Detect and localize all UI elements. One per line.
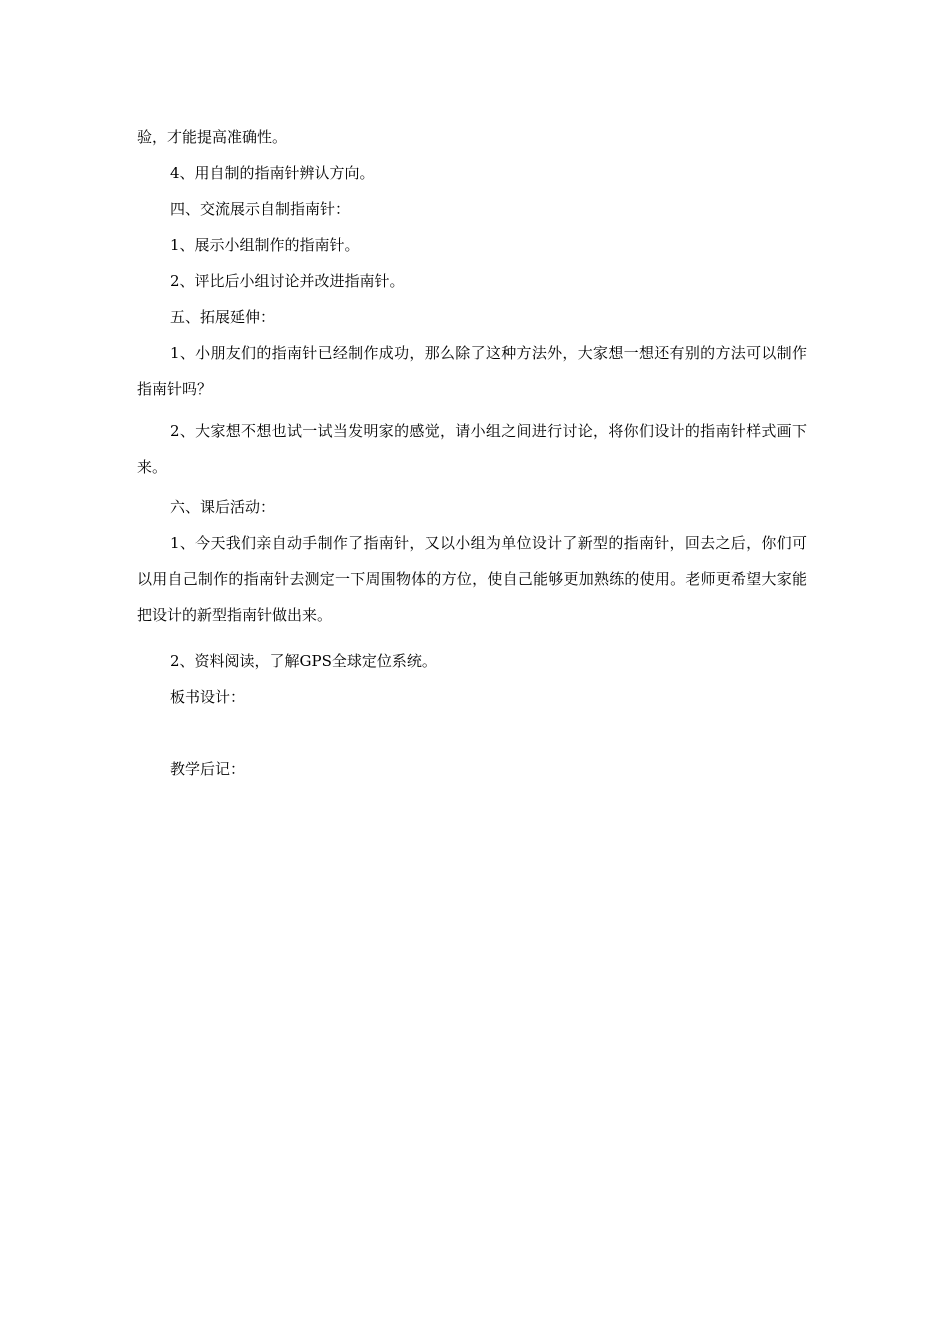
paragraph-4-1: 1、展示小组制作的指南针。 [170, 236, 360, 254]
section-heading-4: 四、交流展示自制指南针： [170, 200, 351, 218]
paragraph-5-1: 1、小朋友们的指南针已经制作成功，那么除了这种方法外，大家想一想还有别的方法可以制作指南针吗？ [137, 344, 807, 398]
paragraph-4-2: 2、评比后小组讨论并改进指南针。 [170, 272, 405, 290]
paragraph-6-2: 2、资料阅读，了解GPS全球定位系统。 [170, 652, 437, 670]
teaching-notes-label: 教学后记： [170, 760, 246, 778]
paragraph-continuation: 验，才能提高准确性。 [137, 128, 288, 146]
paragraph-6-1: 1、今天我们亲自动手制作了指南针，又以小组为单位设计了新型的指南针，回去之后，你们可以用自己制作的指南针去测定一下周围物体的方位，使自己能够更加熟练的使用。老师更希望大家能把设计的新型指南针做出来。 [137, 534, 807, 624]
board-design-label: 板书设计： [170, 688, 246, 706]
paragraph-5-2: 2、大家想不想也试一试当发明家的感觉，请小组之间进行讨论，将你们设计的指南针样式画下来。 [137, 422, 807, 476]
section-heading-5: 五、拓展延伸： [170, 308, 276, 326]
paragraph-step-4: 4、用自制的指南针辨认方向。 [170, 164, 375, 182]
section-heading-6: 六、课后活动： [170, 498, 276, 516]
